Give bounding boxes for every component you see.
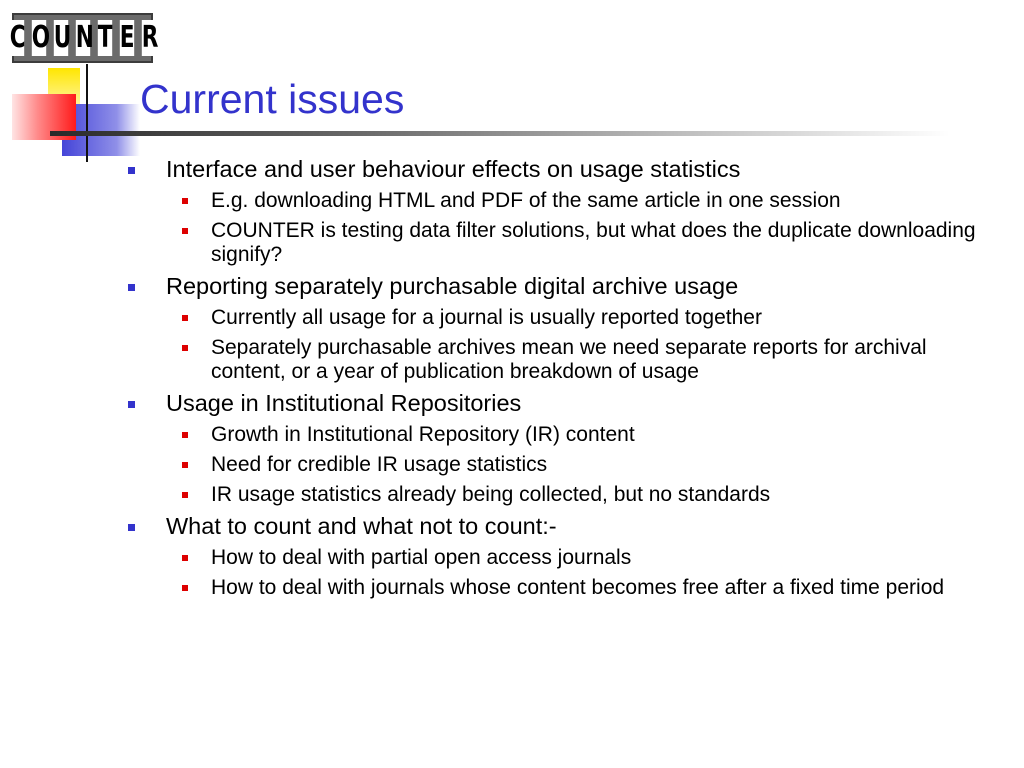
bullet-item	[128, 273, 988, 300]
logo-letter: E	[119, 20, 135, 55]
sub-bullet-item	[128, 453, 988, 477]
logo-letter: T	[97, 20, 113, 55]
sub-bullet-item	[128, 576, 988, 600]
bullet-list	[128, 150, 988, 600]
red-square-bullet-icon	[182, 315, 188, 321]
page-title: Current issues	[140, 76, 405, 122]
sub-bullet-item	[128, 336, 988, 384]
bullet-text: Usage in Institutional Repositories	[166, 390, 522, 416]
sub-bullet-text: How to deal with partial open access journals	[211, 546, 632, 569]
sub-bullet-text: IR usage statistics already being collected, but no standards	[211, 483, 771, 506]
sub-bullet-item	[128, 306, 988, 330]
blue-square-bullet-icon	[128, 524, 135, 531]
logo-letter: R	[141, 20, 158, 55]
red-square-bullet-icon	[182, 228, 188, 234]
logo-letter: N	[75, 20, 94, 55]
sub-bullet-item	[128, 423, 988, 447]
red-square-bullet-icon	[182, 432, 188, 438]
logo-letter: U	[53, 20, 71, 55]
bullet-text: Reporting separately purchasable digital archive usage	[166, 273, 739, 299]
sub-bullet-text: COUNTER is testing data filter solutions, but what does the duplicate downloading signify?	[211, 219, 976, 266]
blue-square-bullet-icon	[128, 401, 135, 408]
sub-bullet-item	[128, 219, 988, 267]
bullet-item	[128, 513, 988, 540]
sub-bullet-item	[128, 189, 988, 213]
red-square-bullet-icon	[182, 198, 188, 204]
logo-letter: C	[9, 20, 26, 55]
sub-bullet-text: Growth in Institutional Repository (IR) content	[211, 423, 635, 446]
logo-letter: O	[31, 20, 50, 55]
sub-bullet-text: How to deal with journals whose content becomes free after a fixed time period	[211, 576, 945, 599]
bullet-item	[128, 156, 988, 183]
title-underline	[50, 131, 950, 136]
sub-bullet-text: Need for credible IR usage statistics	[211, 453, 548, 476]
sub-bullet-item	[128, 546, 988, 570]
sub-bullet-item	[128, 483, 988, 507]
sub-bullet-text: Separately purchasable archives mean we need separate reports for archival content, or a year of publication breakdown of usage	[211, 336, 927, 383]
red-square-bullet-icon	[182, 492, 188, 498]
red-square-bullet-icon	[182, 585, 188, 591]
blue-square-bullet-icon	[128, 284, 135, 291]
sub-bullet-text: E.g. downloading HTML and PDF of the same article in one session	[211, 189, 841, 212]
red-square-bullet-icon	[182, 555, 188, 561]
bullet-text: Interface and user behaviour effects on usage statistics	[166, 156, 741, 182]
red-square-bullet-icon	[182, 462, 188, 468]
red-square-bullet-icon	[182, 345, 188, 351]
blue-square-bullet-icon	[128, 167, 135, 174]
bullet-text: What to count and what not to count:-	[166, 513, 557, 539]
sub-bullet-text: Currently all usage for a journal is usually reported together	[211, 306, 762, 329]
bullet-item	[128, 390, 988, 417]
counter-logo	[9, 13, 158, 63]
